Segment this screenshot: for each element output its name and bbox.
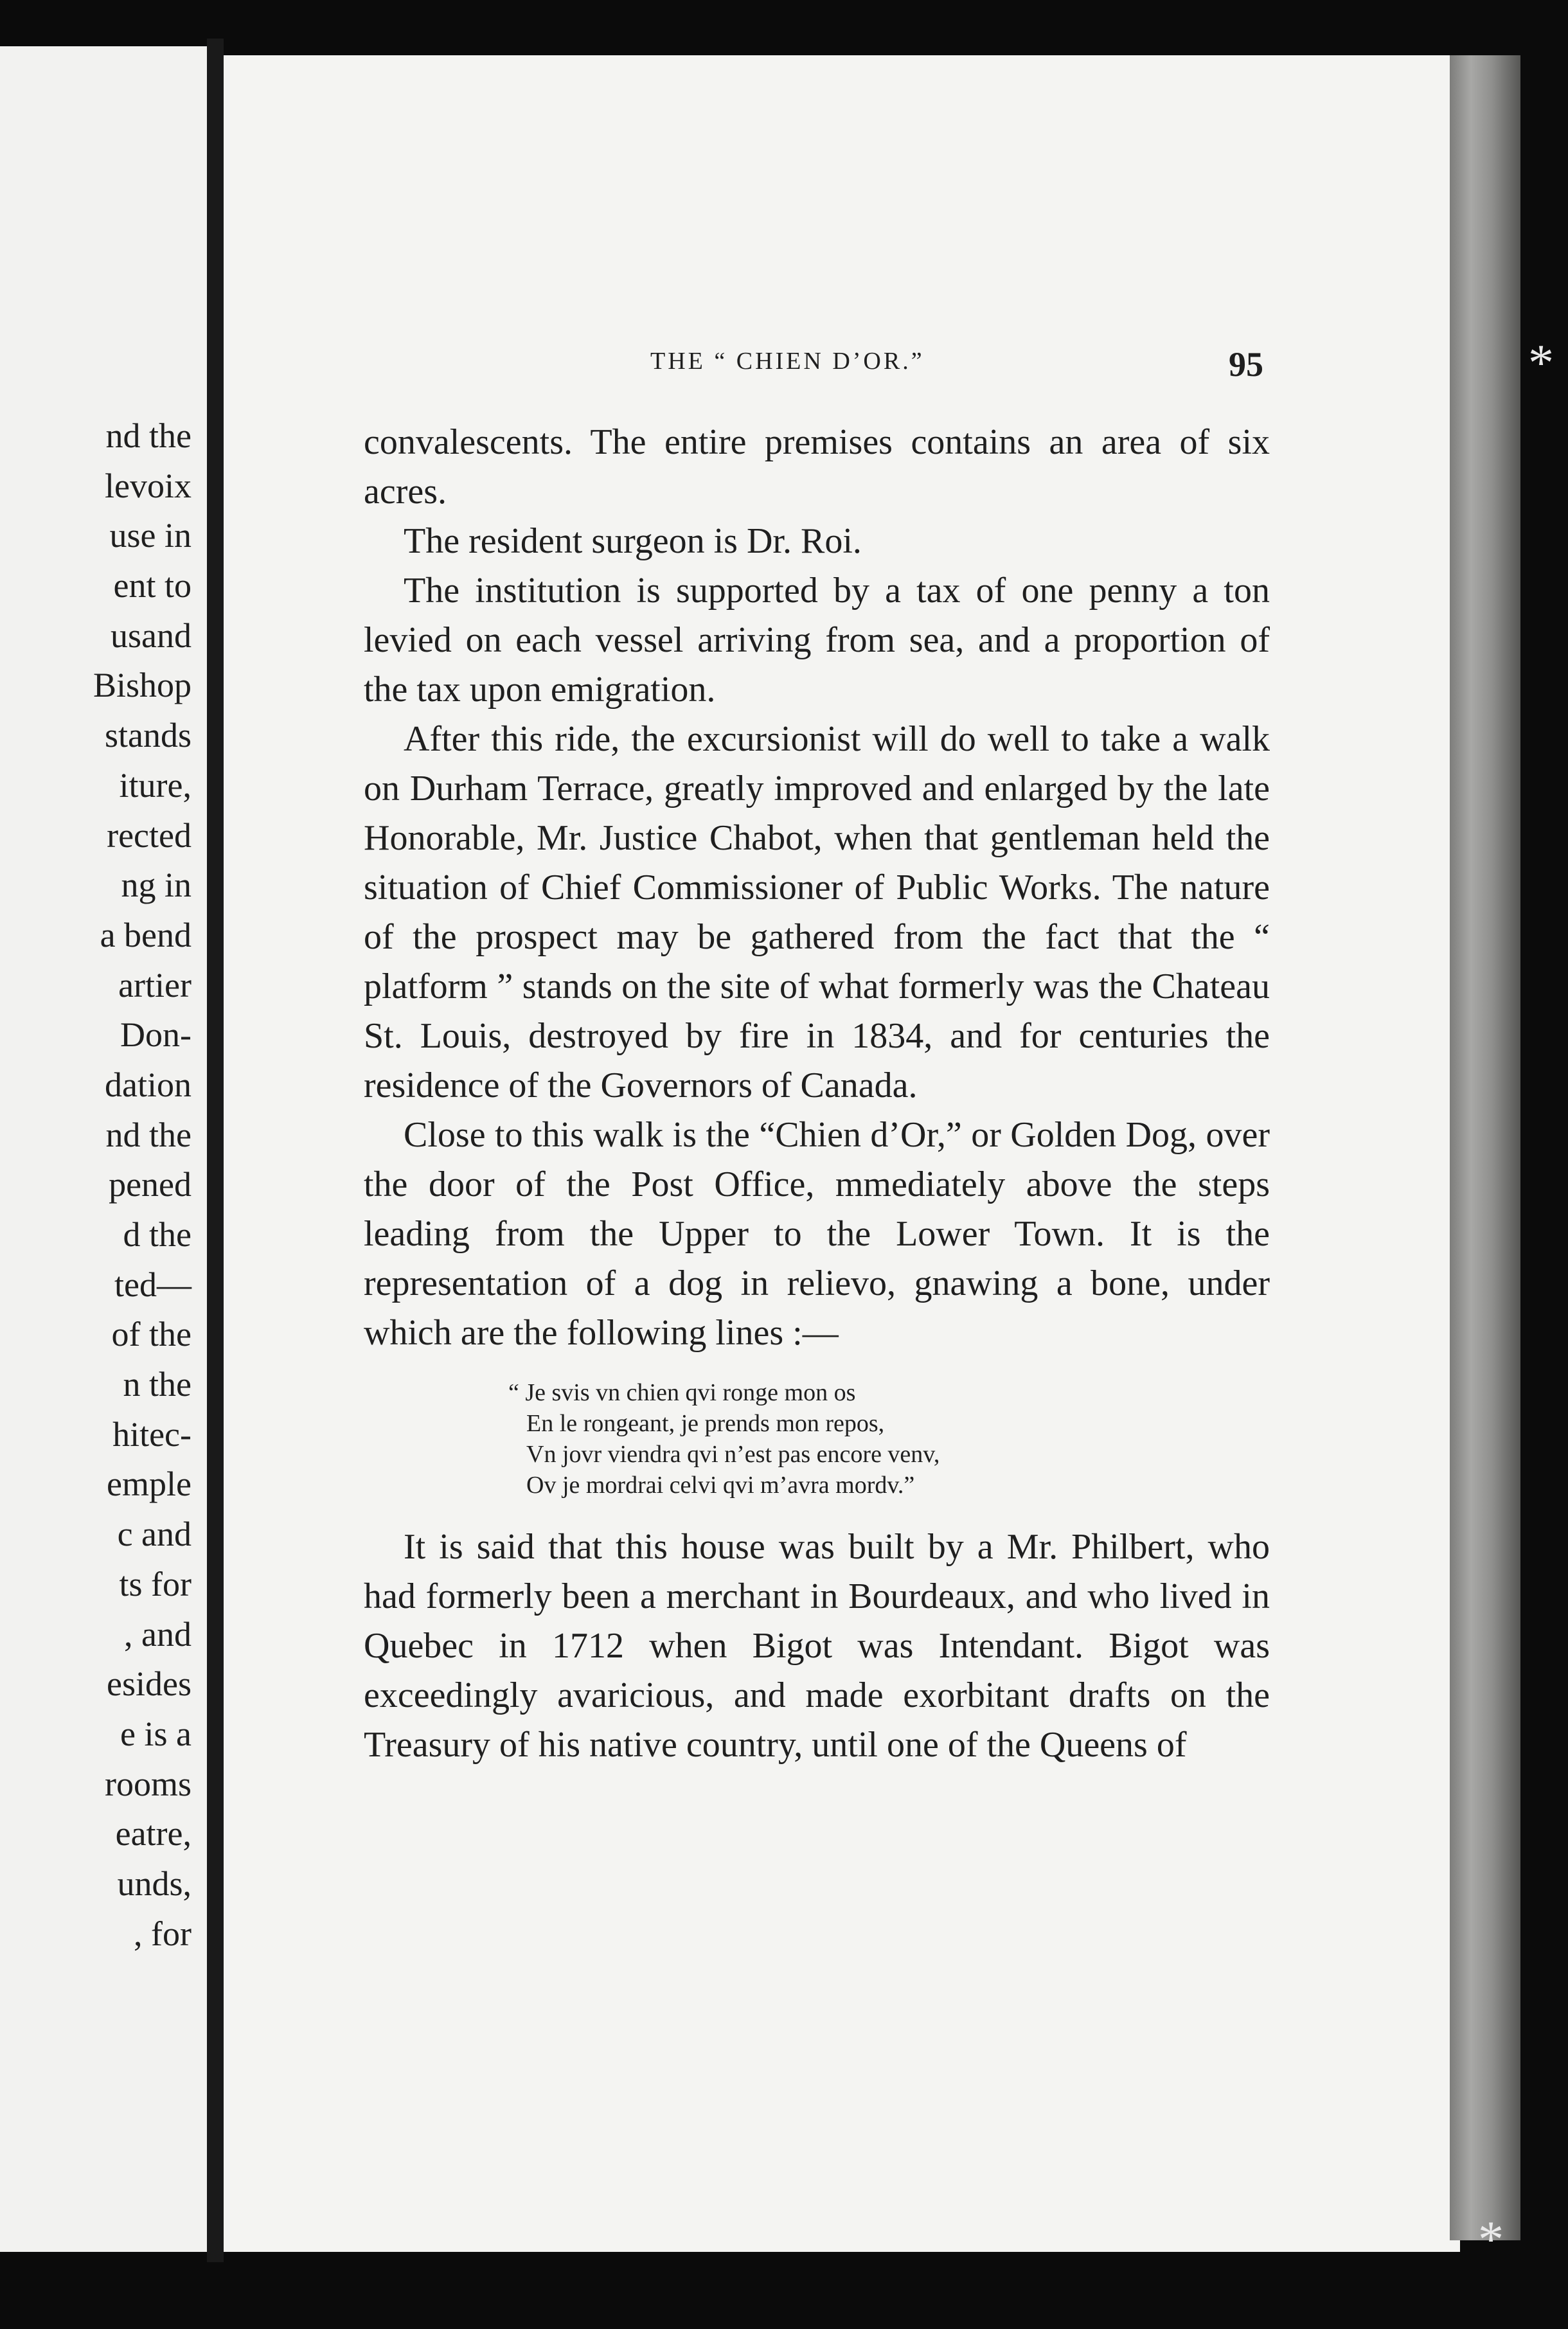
left-page-line-fragment: pened — [109, 1165, 192, 1204]
left-page-line-fragment: usand — [111, 616, 192, 655]
left-page-line-fragment: ted— — [114, 1265, 192, 1304]
left-page-line-fragment: ent to — [113, 566, 192, 605]
left-page-line-fragment: , and — [124, 1614, 192, 1654]
left-page-line-fragment: d the — [123, 1215, 192, 1254]
left-page-line-fragment: emple — [107, 1465, 192, 1504]
body-text — [364, 418, 1270, 1770]
left-page-line-fragment: a bend — [100, 915, 192, 954]
left-page-line-fragment: ts for — [119, 1564, 192, 1603]
left-page-line-fragment: nd the — [105, 1115, 192, 1154]
left-page-line-fragment: , for — [134, 1914, 192, 1953]
left-page-line-fragment: stands — [105, 716, 192, 755]
left-page-line-fragment: artier — [118, 965, 192, 1004]
book-gutter — [207, 39, 224, 2262]
left-page-line-fragment: levoix — [105, 466, 192, 505]
left-page-line-fragment: e is a — [120, 1714, 192, 1753]
left-page-text — [0, 411, 192, 1959]
left-page-line-fragment: dation — [105, 1065, 192, 1104]
left-page-line-fragment: rected — [107, 816, 192, 855]
left-page-line-fragment: ng in — [121, 866, 192, 905]
paragraph-institution: The institution is supported by a tax of one penny a ton levied on each vessel arriving from sea, and a proportion of the tax upon emigration. — [364, 571, 1270, 709]
running-head: THE “ CHIEN D’OR.” — [650, 348, 925, 375]
poem-line: En le rongeant, je prends mon repos, — [526, 1410, 885, 1437]
paragraph-durham-terrace: After this ride, the excursionist will do well to take a walk on Durham Terrace, greatly improved and enlarged by the late Honorable, Mr. Justice Chabot, when that gentleman held the situation of Chief Commissioner of Public Works. The nature of the prospect may be gathered from the fact that the “ platform ” stands on the site of what formerly was the Chateau St. Louis, destroyed by fire in 1834, and for centuries the residence of the Governors of Canada. — [364, 719, 1270, 1105]
left-page-line-fragment: rooms — [105, 1764, 192, 1803]
facing-left-page — [0, 46, 207, 2252]
page-blemish-mark: * — [1528, 335, 1554, 391]
left-page-line-fragment: esides — [107, 1664, 192, 1704]
left-page-line-fragment: hitec- — [112, 1414, 192, 1454]
poem-inscription — [508, 1377, 1270, 1501]
left-page-line-fragment: nd the — [105, 416, 192, 455]
left-page-line-fragment: n the — [123, 1365, 192, 1404]
poem-line: Vn jovr viendra qvi n’est pas encore venv, — [526, 1441, 940, 1468]
paragraph-continued: convalescents. The entire premises contains an area of six acres. — [364, 422, 1270, 512]
poem-line: “ Je svis vn chien qvi ronge mon os — [508, 1379, 856, 1406]
left-page-line-fragment: unds, — [117, 1864, 192, 1903]
left-page-line-fragment: iture, — [119, 765, 192, 805]
paragraph-chien-dor: Close to this walk is the “Chien d’Or,” or Golden Dog, over the door of the Post Office, mmediately above the steps leading from the Upper to the Lower Town. It is the representation of a dog in relievo, gnawing a bone, under which are the following lines :— — [364, 1115, 1270, 1353]
left-page-line-fragment: Bishop — [93, 666, 192, 705]
poem-line: Ov je mordrai celvi qvi m’avra mordv.” — [526, 1472, 915, 1499]
left-page-line-fragment: of the — [111, 1315, 192, 1354]
left-page-line-fragment: use in — [109, 516, 192, 555]
left-page-line-fragment: Don- — [120, 1015, 192, 1055]
paragraph-surgeon: The resident surgeon is Dr. Roi. — [404, 521, 862, 561]
paragraph-philbert: It is said that this house was built by a Mr. Philbert, who had formerly been a merchant in Bourdeaux, and who lived in Quebec in 1712 when Bigot was Intendant. Bigot was exceedingly avaricious, and made exorbitant drafts on the Treasury of his native country, until one of the Queens of — [364, 1527, 1270, 1765]
page-edge-shadow — [1450, 55, 1520, 2240]
left-page-line-fragment: eatre, — [115, 1814, 192, 1853]
left-page-line-fragment: c and — [117, 1515, 192, 1554]
page-number: 95 — [1229, 345, 1263, 384]
page-tear-mark: * — [1478, 2211, 1504, 2268]
